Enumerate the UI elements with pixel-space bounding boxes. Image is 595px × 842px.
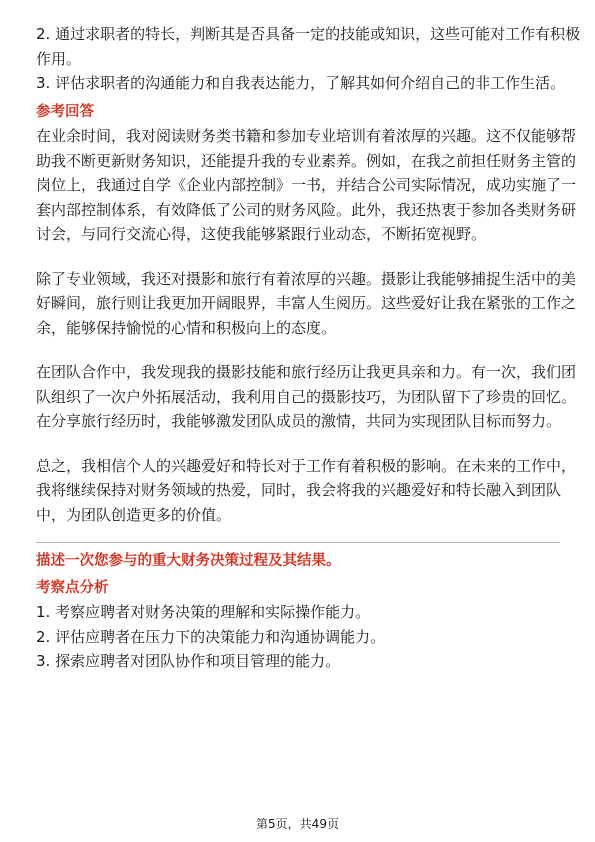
paragraph-line: 中，为团队创造更多的价值。 bbox=[36, 505, 232, 524]
page-number-footer: 第5页，共49页 bbox=[256, 817, 339, 831]
list-item-line: 2. 通过求职者的特长，判断其是否具备一定的技能或知识，这些可能对工作有积极 bbox=[36, 25, 581, 43]
paragraph-gap bbox=[36, 247, 560, 267]
paragraph-line: 余，能够保持愉悦的心情和积极向上的态度。 bbox=[36, 318, 337, 337]
analysis-item: 1. 考察应聘者对财务决策的理解和实际操作能力。 bbox=[36, 603, 371, 621]
paragraph-line: 除了专业领域，我还对摄影和旅行有着浓厚的兴趣。摄影让我能够捕捉生活中的美 bbox=[36, 269, 577, 288]
question-heading: 描述一次您参与的重大财务决策过程及其结果。 bbox=[36, 553, 341, 569]
top-list bbox=[36, 22, 581, 96]
answer-heading: 参考回答 bbox=[36, 103, 94, 120]
paragraph-line: 我将继续保持对财务领域的热爱，同时，我会将我的兴趣爱好和特长融入到团队 bbox=[36, 481, 562, 499]
paragraph-line: 好瞬间，旅行则让我更加开阔眼界，丰富人生阅历。这些爱好让我在紧张的工作之 bbox=[36, 294, 577, 312]
paragraph-line: 助我不断更新财务知识，还能提升我的专业素养。例如，在我之前担任财务主管的 bbox=[36, 151, 577, 170]
answer-paragraph-4 bbox=[36, 454, 577, 528]
paragraph-line: 队组织了一次户外拓展活动，我利用自己的摄影技巧，为团队留下了珍贵的回忆。 bbox=[36, 387, 577, 406]
paragraph-gap bbox=[36, 434, 560, 454]
paragraph-line: 总之，我相信个人的兴趣爱好和特长对于工作有着积极的影响。在未来的工作中， bbox=[36, 456, 577, 475]
paragraph-line: 在业余时间，我对阅读财务类书籍和参加专业培训有着浓厚的兴趣。这不仅能够帮 bbox=[36, 127, 577, 145]
section-divider bbox=[36, 542, 560, 543]
paragraph-line: 在团队合作中，我发现我的摄影技能和旅行经历让我更具亲和力。有一次，我们团 bbox=[36, 363, 577, 381]
paragraph-line: 岗位上，我通过自学《企业内部控制》一书，并结合公司实际情况，成功实施了一 bbox=[36, 176, 577, 194]
answer-paragraph-2 bbox=[36, 267, 577, 341]
analysis-list bbox=[36, 600, 560, 674]
paragraph-gap bbox=[36, 340, 560, 360]
paragraph-line: 讨会，与同行交流心得，这使我能够紧跟行业动态，不断拓宽视野。 bbox=[36, 225, 487, 243]
paragraph-line: 在分享旅行经历时，我能够激发团队成员的激情，共同为实现团队目标而努力。 bbox=[36, 412, 562, 430]
analysis-heading: 考察点分析 bbox=[36, 579, 109, 596]
paragraph-line: 套内部控制体系，有效降低了公司的财务风险。此外，我还热衷于参加各类财务研 bbox=[36, 200, 577, 219]
list-item-line: 作用。 bbox=[36, 49, 82, 68]
analysis-item: 2. 评估应聘者在压力下的决策能力和沟通协调能力。 bbox=[36, 627, 386, 646]
answer-paragraph-3 bbox=[36, 360, 577, 434]
answer-paragraph-1 bbox=[36, 124, 577, 247]
page-content bbox=[36, 22, 581, 674]
analysis-item: 3. 探索应聘者对团队协作和项目管理的能力。 bbox=[36, 652, 341, 670]
list-item-line: 3. 评估求职者的沟通能力和自我表达能力，了解其如何介绍自己的非工作生活。 bbox=[36, 74, 566, 92]
